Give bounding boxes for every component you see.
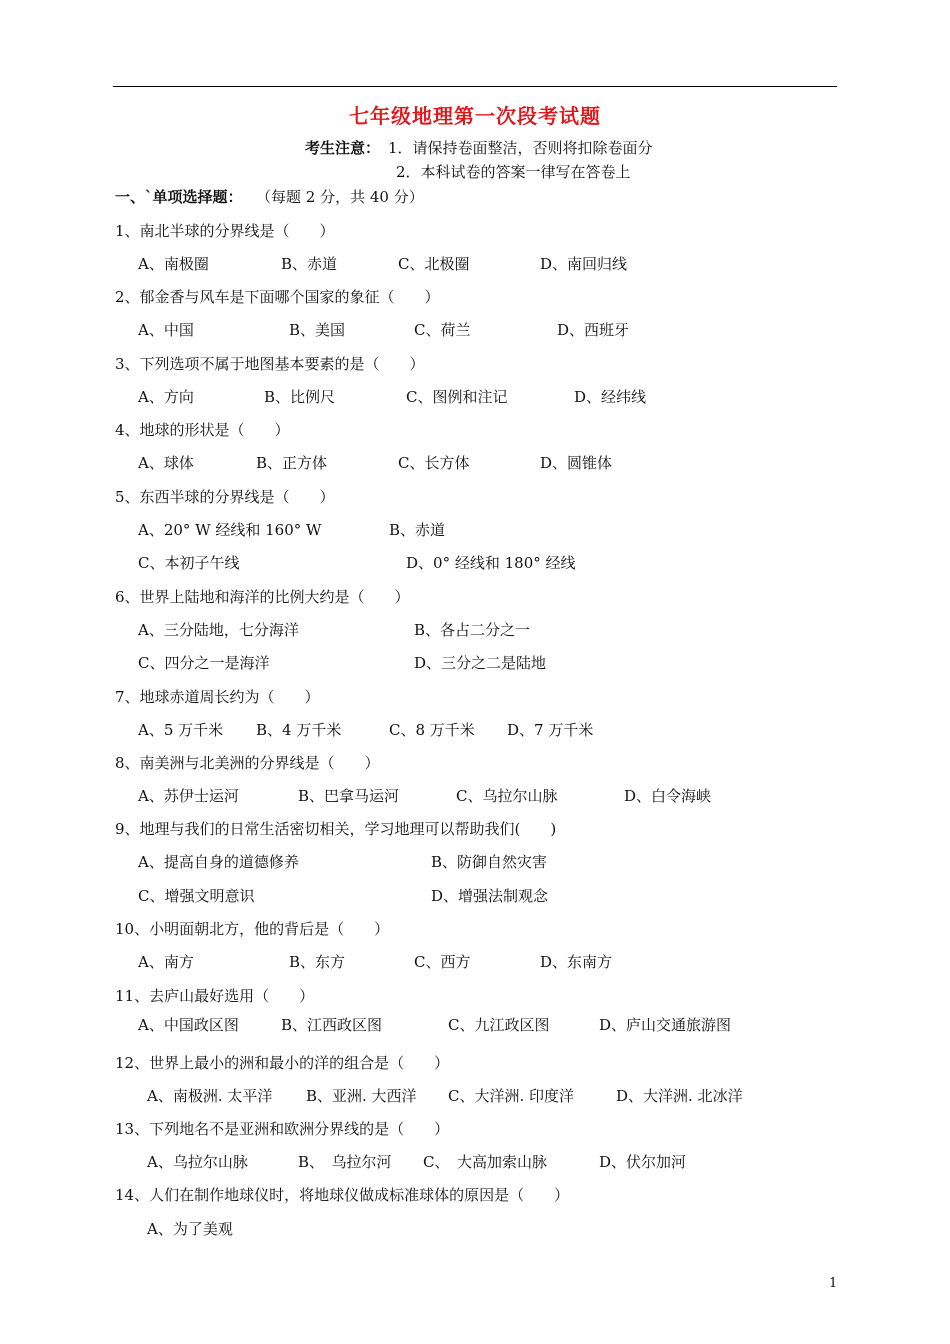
q4-option-c: C、长方体 — [398, 454, 470, 472]
q12-option-d: D、大洋洲. 北冰洋 — [616, 1087, 743, 1105]
q9-option-c: C、增强文明意识 — [138, 887, 255, 905]
q4-option-b: B、正方体 — [256, 454, 328, 472]
q13-option-b: B、 乌拉尔河 — [298, 1153, 392, 1171]
q2-option-c: C、荷兰 — [414, 321, 471, 339]
q7-option-a: A、5 万千米 — [138, 721, 224, 739]
question-8: 8、南美洲与北美洲的分界线是（ ） — [115, 754, 380, 772]
q10-option-c: C、西方 — [414, 953, 471, 971]
question-12: 12、世界上最小的洲和最小的洋的组合是（ ） — [115, 1054, 450, 1072]
q11-option-a: A、中国政区图 — [138, 1016, 239, 1034]
q2-option-b: B、美国 — [289, 321, 346, 339]
q4-option-a: A、球体 — [138, 454, 194, 472]
q12-option-a: A、南极洲. 太平洋 — [147, 1087, 273, 1105]
section-note: （每题 2 分，共 40 分） — [256, 188, 424, 206]
q13-option-a: A、乌拉尔山脉 — [147, 1153, 248, 1171]
page-number: 1 — [829, 1276, 838, 1291]
q5-option-d: D、0° 经线和 180° 经线 — [406, 554, 576, 572]
q7-option-b: B、4 万千米 — [256, 721, 342, 739]
q1-option-d: D、南回归线 — [540, 255, 628, 273]
q12-option-b: B、亚洲. 大西洋 — [306, 1087, 417, 1105]
question-5: 5、东西半球的分界线是（ ） — [115, 488, 335, 506]
question-10: 10、小明面朝北方，他的背后是（ ） — [115, 920, 390, 938]
question-14: 14、人们在制作地球仪时，将地球仪做成标准球体的原因是（ ） — [115, 1186, 570, 1204]
q5-option-a: A、20° W 经线和 160° W — [138, 521, 322, 539]
q3-option-c: C、图例和注记 — [406, 388, 508, 406]
q10-option-a: A、南方 — [138, 953, 194, 971]
q7-option-d: D、7 万千米 — [507, 721, 594, 739]
q10-option-d: D、东南方 — [540, 953, 613, 971]
q13-option-c: C、 大高加索山脉 — [423, 1153, 547, 1171]
q2-option-d: D、西班牙 — [557, 321, 630, 339]
notice-item-2: 2．本科试卷的答案一律写在答卷上 — [396, 163, 631, 181]
q11-option-c: C、九江政区图 — [448, 1016, 550, 1034]
question-11: 11、去庐山最好选用（ ） — [115, 987, 315, 1005]
q9-option-d: D、增强法制观念 — [431, 887, 549, 905]
q3-option-d: D、经纬线 — [574, 388, 647, 406]
q11-option-b: B、江西政区图 — [281, 1016, 383, 1034]
header-rule — [113, 86, 837, 87]
q8-option-c: C、乌拉尔山脉 — [456, 787, 558, 805]
q6-option-c: C、四分之一是海洋 — [138, 654, 270, 672]
q2-option-a: A、中国 — [138, 321, 194, 339]
q14-option-a: A、为了美观 — [147, 1220, 233, 1238]
q9-option-b: B、防御自然灾害 — [431, 853, 548, 871]
q6-option-b: B、各占二分之一 — [414, 621, 531, 639]
question-6: 6、世界上陆地和海洋的比例大约是（ ） — [115, 588, 410, 606]
question-1: 1、南北半球的分界线是（ ） — [115, 222, 335, 240]
q1-option-a: A、南极圈 — [138, 255, 209, 273]
q11-option-d: D、庐山交通旅游图 — [599, 1016, 732, 1034]
q5-option-c: C、本初子午线 — [138, 554, 240, 572]
q6-option-a: A、三分陆地，七分海洋 — [138, 621, 299, 639]
q8-option-d: D、白令海峡 — [624, 787, 712, 805]
notice-label: 考生注意： — [305, 139, 381, 157]
exam-title: 七年级地理第一次段考试题 — [349, 104, 601, 128]
q5-option-b: B、赤道 — [389, 521, 446, 539]
q1-option-b: B、赤道 — [281, 255, 338, 273]
q13-option-d: D、伏尔加河 — [599, 1153, 687, 1171]
q9-option-a: A、提高自身的道德修养 — [138, 853, 299, 871]
q3-option-b: B、比例尺 — [264, 388, 336, 406]
section-heading: 一、`单项选择题： — [115, 188, 243, 206]
question-7: 7、地球赤道周长约为（ ） — [115, 688, 320, 706]
question-3: 3、下列选项不属于地图基本要素的是（ ） — [115, 355, 425, 373]
question-2: 2、郁金香与风车是下面哪个国家的象征（ ） — [115, 288, 440, 306]
notice-item-1: 1．请保持卷面整洁，否则将扣除卷面分 — [388, 139, 653, 157]
q12-option-c: C、大洋洲. 印度洋 — [448, 1087, 575, 1105]
q8-option-b: B、巴拿马运河 — [298, 787, 400, 805]
question-4: 4、地球的形状是（ ） — [115, 421, 290, 439]
q10-option-b: B、东方 — [289, 953, 346, 971]
q7-option-c: C、8 万千米 — [389, 721, 475, 739]
q1-option-c: C、北极圈 — [398, 255, 470, 273]
q6-option-d: D、三分之二是陆地 — [414, 654, 547, 672]
q3-option-a: A、方向 — [138, 388, 194, 406]
q8-option-a: A、苏伊士运河 — [138, 787, 239, 805]
question-13: 13、下列地名不是亚洲和欧洲分界线的是（ ） — [115, 1120, 450, 1138]
q4-option-d: D、圆锥体 — [540, 454, 613, 472]
question-9: 9、地理与我们的日常生活密切相关，学习地理可以帮助我们( ) — [115, 820, 557, 838]
